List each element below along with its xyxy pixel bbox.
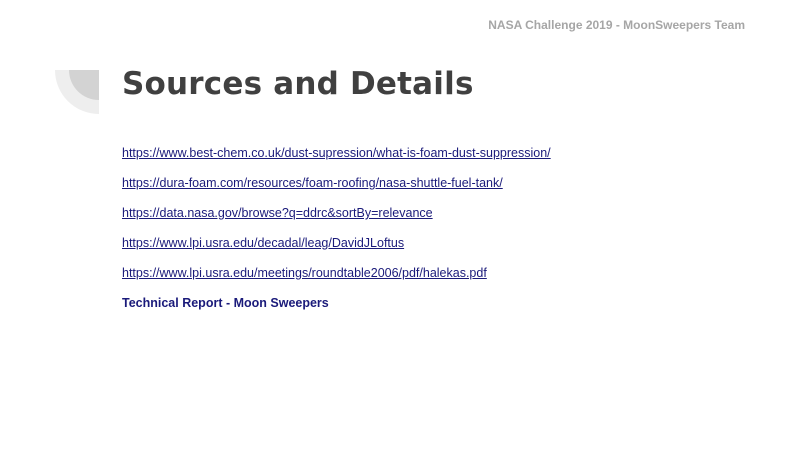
source-link-5[interactable]: https://www.lpi.usra.edu/meetings/roundtable2006/pdf/halekas.pdf <box>122 266 487 280</box>
corner-decoration <box>55 70 99 114</box>
sources-list <box>122 145 722 325</box>
team-header: NASA Challenge 2019 - MoonSweepers Team <box>488 18 745 32</box>
technical-report-label: Technical Report - Moon Sweepers <box>122 296 329 310</box>
source-link-2[interactable]: https://dura-foam.com/resources/foam-roofing/nasa-shuttle-fuel-tank/ <box>122 176 503 190</box>
source-link-1[interactable]: https://www.best-chem.co.uk/dust-supression/what-is-foam-dust-suppression/ <box>122 146 551 160</box>
source-link-4[interactable]: https://www.lpi.usra.edu/decadal/leag/DavidJLoftus <box>122 236 405 250</box>
source-link-3[interactable]: https://data.nasa.gov/browse?q=ddrc&sortBy=relevance <box>122 206 433 220</box>
slide-title: Sources and Details <box>122 66 474 102</box>
